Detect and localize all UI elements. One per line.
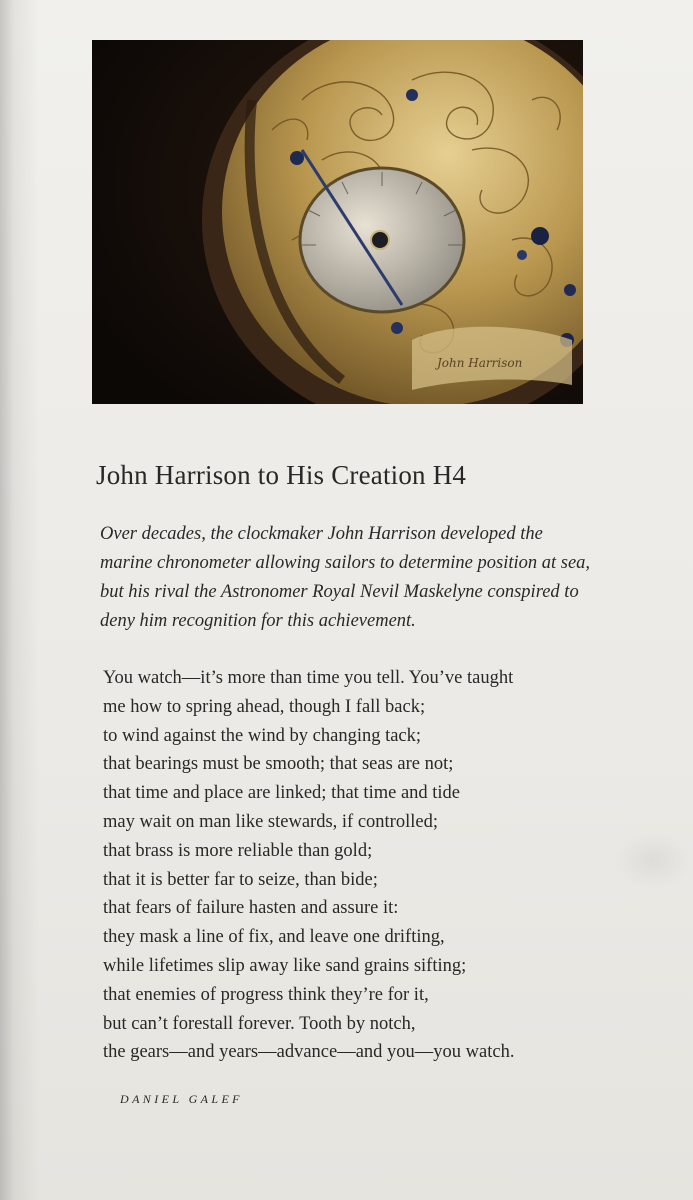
poem-line: me how to spring ahead, though I fall back; xyxy=(103,696,426,717)
poem-line: but can’t forestall forever. Tooth by notch, xyxy=(103,1013,416,1034)
poem-line: that fears of failure hasten and assure it: xyxy=(103,898,399,919)
poem-line: that brass is more reliable than gold; xyxy=(103,840,373,861)
intro-line: Over decades, the clockmaker John Harrison developed the xyxy=(100,524,543,544)
poem-line: to wind against the wind by changing tack; xyxy=(103,725,422,746)
poem-line: You watch—it’s more than time you tell. You’ve taught xyxy=(103,668,514,688)
intro-note xyxy=(100,520,660,636)
poem-line: while lifetimes slip away like sand grains sifting; xyxy=(103,955,467,976)
intro-line: but his rival the Astronomer Royal Nevil Maskelyne conspired to xyxy=(100,582,579,602)
author-byline: DANIEL GALEF xyxy=(120,1092,243,1106)
poem-line: that bearings must be smooth; that seas are not; xyxy=(103,754,454,775)
poem-line: that enemies of progress think they’re for it, xyxy=(103,984,429,1005)
center-arbor xyxy=(371,231,389,249)
intro-line: marine chronometer allowing sailors to determine position at sea, xyxy=(100,553,591,573)
chronometer-illustration xyxy=(92,40,583,404)
poem-line: may wait on man like stewards, if controlled; xyxy=(103,811,438,832)
poem-title: John Harrison to His Creation H4 xyxy=(96,460,467,490)
poem-line: that time and place are linked; that time and tide xyxy=(103,783,461,804)
chronometer-photo xyxy=(92,40,583,404)
poem-line: that it is better far to seize, than bide; xyxy=(103,869,378,890)
page-show-through xyxy=(613,830,693,890)
poem-line: the gears—and years—advance—and you—you watch. xyxy=(103,1042,515,1063)
poem-line: they mask a line of fix, and leave one drifting, xyxy=(103,927,445,948)
engraved-signature: John Harrison xyxy=(437,356,523,370)
poem-body xyxy=(103,664,663,1067)
intro-line: deny him recognition for this achievement. xyxy=(100,611,416,631)
